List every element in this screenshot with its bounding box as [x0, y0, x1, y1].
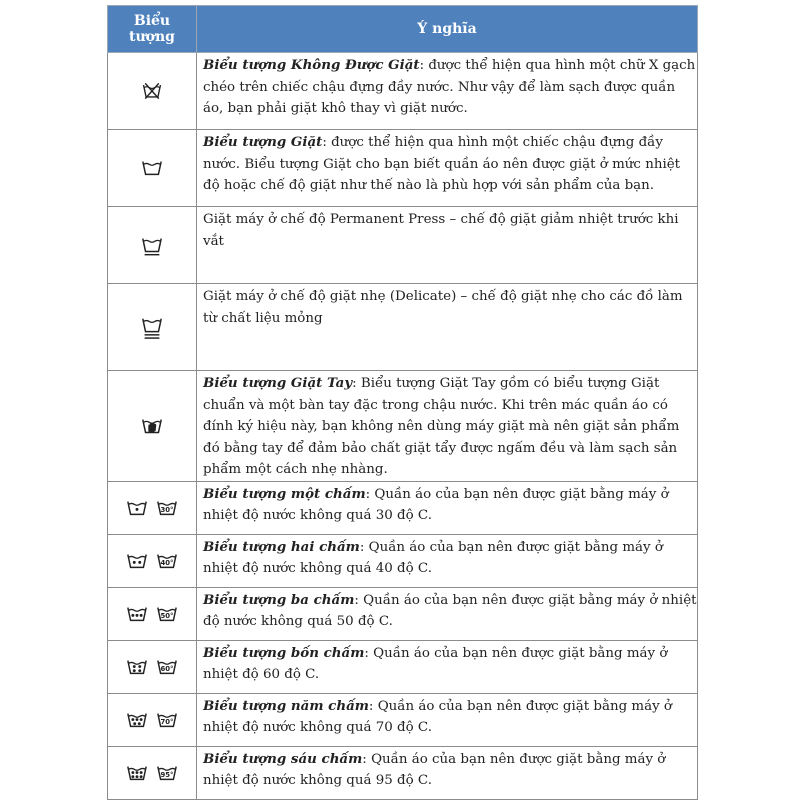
header-meaning: Ý nghĩa — [197, 6, 698, 53]
meaning-text: : được thể hiện qua hình một chiếc chậu đựng đầy nước. Biểu tượng Giặt cho bạn biết quần áo nên được giặt ở mức nhiệt độ hoặc chế độ giặt như thế nào là phù hợp với sản phẩm của bạn. — [203, 135, 681, 193]
meaning-text: : Quần áo của bạn nên được giặt bằng máy ở nhiệt độ nước không quá 50 độ C. — [203, 592, 697, 629]
table-row — [108, 207, 698, 284]
meaning-cell — [197, 53, 698, 130]
symbol-cell — [108, 534, 197, 587]
meaning-text: Giặt máy ở chế độ giặt nhẹ (Delicate) – chế độ giặt nhẹ cho các đồ làm từ chất liệu mỏng — [203, 289, 683, 326]
symbol-cell — [108, 284, 197, 371]
symbol-cell — [108, 371, 197, 482]
meaning-text: : Biểu tượng Giặt Tay gồm có biểu tượng Giặt chuẩn và một bàn tay đặc trong chậu nước. Khi trên mác quần áo có đính ký hiệu này, bạn không nên dùng máy giặt mà nên giặt sản phẩm đó bằng tay để đảm bảo chất giặt tẩy được ngấm đều và làm sạch sản phẩm một cách nhẹ nhàng. — [203, 376, 680, 477]
meaning-text: : Quần áo của bạn nên được giặt bằng máy ở nhiệt độ 60 độ C. — [203, 645, 668, 682]
meaning-lead: Biểu tượng một chấm — [203, 485, 366, 502]
wash-tub-icon — [140, 161, 164, 176]
symbol-cell — [108, 53, 197, 130]
do-not-wash-icon — [141, 84, 163, 99]
table-row — [108, 693, 698, 746]
meaning-text: : Quần áo của bạn nên được giặt bằng máy ở nhiệt độ nước không quá 70 độ C. — [203, 698, 672, 735]
permanent-press-icon — [140, 238, 164, 253]
header-symbol: Biểu tượng — [108, 6, 197, 53]
temperature-label: 95° — [160, 770, 174, 779]
meaning-lead: Biểu tượng năm chấm — [203, 697, 369, 714]
meaning-cell — [197, 534, 698, 587]
table-header-row — [108, 6, 698, 53]
one-dot-icon — [122, 500, 182, 515]
three-dots-icon — [122, 606, 182, 621]
six-dots-icon — [122, 765, 182, 780]
table-row — [108, 481, 698, 534]
table-row — [108, 587, 698, 640]
meaning-lead: Biểu tượng bốn chấm — [203, 644, 365, 661]
temperature-label: 70° — [160, 717, 174, 726]
meaning-cell — [197, 371, 698, 482]
two-dots-icon — [122, 553, 182, 568]
meaning-lead: Biểu tượng hai chấm — [203, 538, 360, 555]
table-row — [108, 746, 698, 799]
meaning-lead: Biểu tượng Không Được Giặt — [203, 57, 420, 73]
meaning-lead: Biểu tượng sáu chấm — [203, 750, 363, 767]
meaning-cell — [197, 746, 698, 799]
meaning-lead: Biểu tượng ba chấm — [203, 591, 355, 608]
delicate-wash-icon — [140, 320, 164, 335]
four-dots-icon — [122, 659, 182, 674]
table-row — [108, 130, 698, 207]
laundry-symbols-table-wrapper — [107, 5, 697, 800]
meaning-cell — [197, 587, 698, 640]
meaning-cell — [197, 207, 698, 284]
meaning-text: : Quần áo của bạn nên được giặt bằng máy ở nhiệt độ nước không quá 95 độ C. — [203, 751, 666, 788]
meaning-cell — [197, 130, 698, 207]
symbol-cell — [108, 130, 197, 207]
symbol-cell — [108, 746, 197, 799]
five-dots-icon — [122, 712, 182, 727]
meaning-cell — [197, 640, 698, 693]
table-row — [108, 534, 698, 587]
temperature-label: 40° — [160, 558, 174, 567]
symbol-cell — [108, 693, 197, 746]
symbol-cell — [108, 481, 197, 534]
meaning-cell — [197, 693, 698, 746]
meaning-text: : Quần áo của bạn nên được giặt bằng máy ở nhiệt độ nước không quá 30 độ C. — [203, 486, 669, 523]
table-row — [108, 284, 698, 371]
meaning-lead: Biểu tượng Giặt — [203, 134, 323, 150]
meaning-text: : Quần áo của bạn nên được giặt bằng máy ở nhiệt độ nước không quá 40 độ C. — [203, 539, 663, 576]
meaning-text: Giặt máy ở chế độ Permanent Press – chế độ giặt giảm nhiệt trước khi vắt — [203, 212, 679, 249]
table-row — [108, 53, 698, 130]
meaning-text: : được thể hiện qua hình một chữ X gạch chéo trên chiếc chậu đựng đầy nước. Như vậy để làm sạch được quần áo, bạn phải giặt khô thay vì giặt nước. — [203, 58, 696, 116]
temperature-label: 60° — [160, 664, 174, 673]
hand-wash-icon — [140, 418, 164, 433]
meaning-cell — [197, 284, 698, 371]
meaning-cell — [197, 481, 698, 534]
temperature-label: 50° — [160, 611, 174, 620]
laundry-symbols-table — [107, 5, 698, 800]
symbol-cell — [108, 587, 197, 640]
temperature-label: 30° — [160, 505, 174, 514]
table-row — [108, 371, 698, 482]
meaning-lead: Biểu tượng Giặt Tay — [203, 375, 353, 391]
symbol-cell — [108, 640, 197, 693]
symbol-cell — [108, 207, 197, 284]
table-row — [108, 640, 698, 693]
